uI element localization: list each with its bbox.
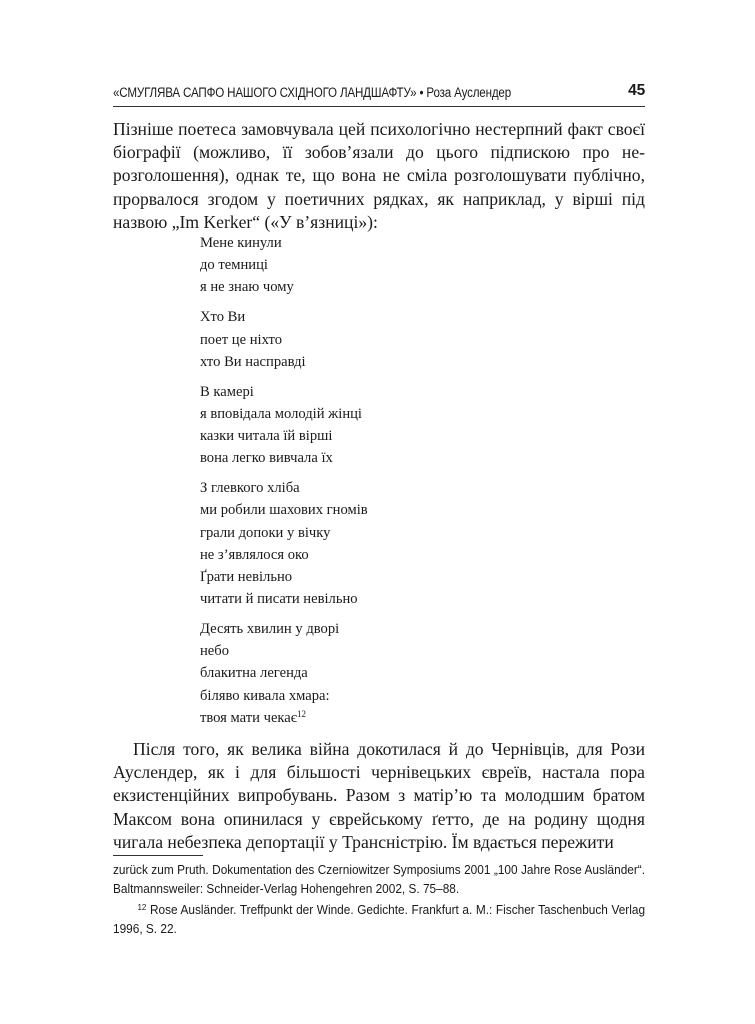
poem-line: вона легко вивчала їх — [200, 450, 333, 467]
poem-line: Десять хвилин у дворі — [200, 621, 340, 637]
poem-line: блакитна легенда — [200, 665, 308, 682]
poem-line: В камері — [200, 383, 254, 400]
footnotes — [113, 861, 645, 941]
poem-line: небо — [200, 643, 230, 660]
paragraph-ghetto: Після того, як велика війна докотилася й до Чернівців, для Рози Ауслендер, як і для більшості чернівецьких євреїв, настала пора екзистенційних випробувань. Разом з матір’ю та молодшим братом Максом вона опинилася у єврейському ґетто, де на родину щодня чигала небезпека депортації у Трансністрію. Їм вдається пережити — [113, 739, 645, 852]
poem-line: Ґрати невільно — [200, 568, 293, 585]
poem-line: казки читала їй вірші — [200, 428, 333, 444]
poem-line: я не знаю чому — [200, 279, 294, 296]
poem-line: поет це ніхто — [200, 331, 283, 348]
poem-line: З глевкого хліба — [200, 480, 300, 497]
footnote-ref-12: 12 — [297, 708, 307, 719]
poem-line: ми робили шахових гномів — [200, 502, 368, 519]
poem-line: твоя мати чекає$^{12}$ — [200, 708, 307, 726]
running-title: «СМУГЛЯВА САПФО НАШОГО СХІДНОГО ЛАНДШАФТУ» • Роза Ауслендер — [113, 85, 512, 100]
poem-stanza-4 — [200, 477, 368, 610]
poem-line: я вповідала молодій жінці — [200, 405, 362, 422]
footnote-12-number: 12 — [137, 902, 147, 912]
poem-stanza-1 — [200, 232, 368, 299]
poem-im-kerker — [200, 232, 368, 737]
poem-line: читати й писати невільно — [200, 591, 358, 608]
poem-line: Хто Ви — [200, 309, 246, 326]
poem-line: грали допоки у вічку — [200, 524, 331, 541]
poem-line: не з’являлося око — [200, 546, 309, 563]
footnote-12 — [113, 901, 645, 939]
page-number: 45 — [628, 82, 645, 99]
footnote-continued: zurück zum Pruth. Dokumentation des Czerniowitzer Symposiums 2001 „100 Jahre Rose Ausländer“. Baltmannsweiler: Schneider-Verlag Hohengehren 2002, S. 75–88. — [113, 863, 646, 896]
poem-line: до темниці — [200, 257, 268, 274]
poem-stanza-5 — [200, 618, 368, 729]
poem-line: хто Ви насправді — [200, 353, 306, 370]
poem-line: біляво кивала хмара: — [200, 687, 330, 704]
paragraph-intro: Пізніше поетеса замовчувала цей психологічно нестерпний факт своєї біографії (можливо, її зобов’язали до цього підпискою про нерозголошення), однак те, що вона не сміла розголошувати публічно, прорвалося згодом у поетичних рядках, як наприклад, у вірші під назвою „Im Kerker“ («У в’язниці»): — [113, 119, 645, 232]
poem-stanza-2 — [200, 306, 368, 373]
footnote-12-text: Rose Ausländer. Treffpunkt der Winde. Gedichte. Frankfurt a. M.: Fischer Taschenbuch Verlag 1996, S. 22. — [113, 903, 646, 936]
poem-stanza-3 — [200, 381, 368, 470]
footnote-separator — [113, 855, 203, 856]
poem-line: Мене кинули — [200, 235, 282, 251]
running-header — [113, 82, 645, 107]
